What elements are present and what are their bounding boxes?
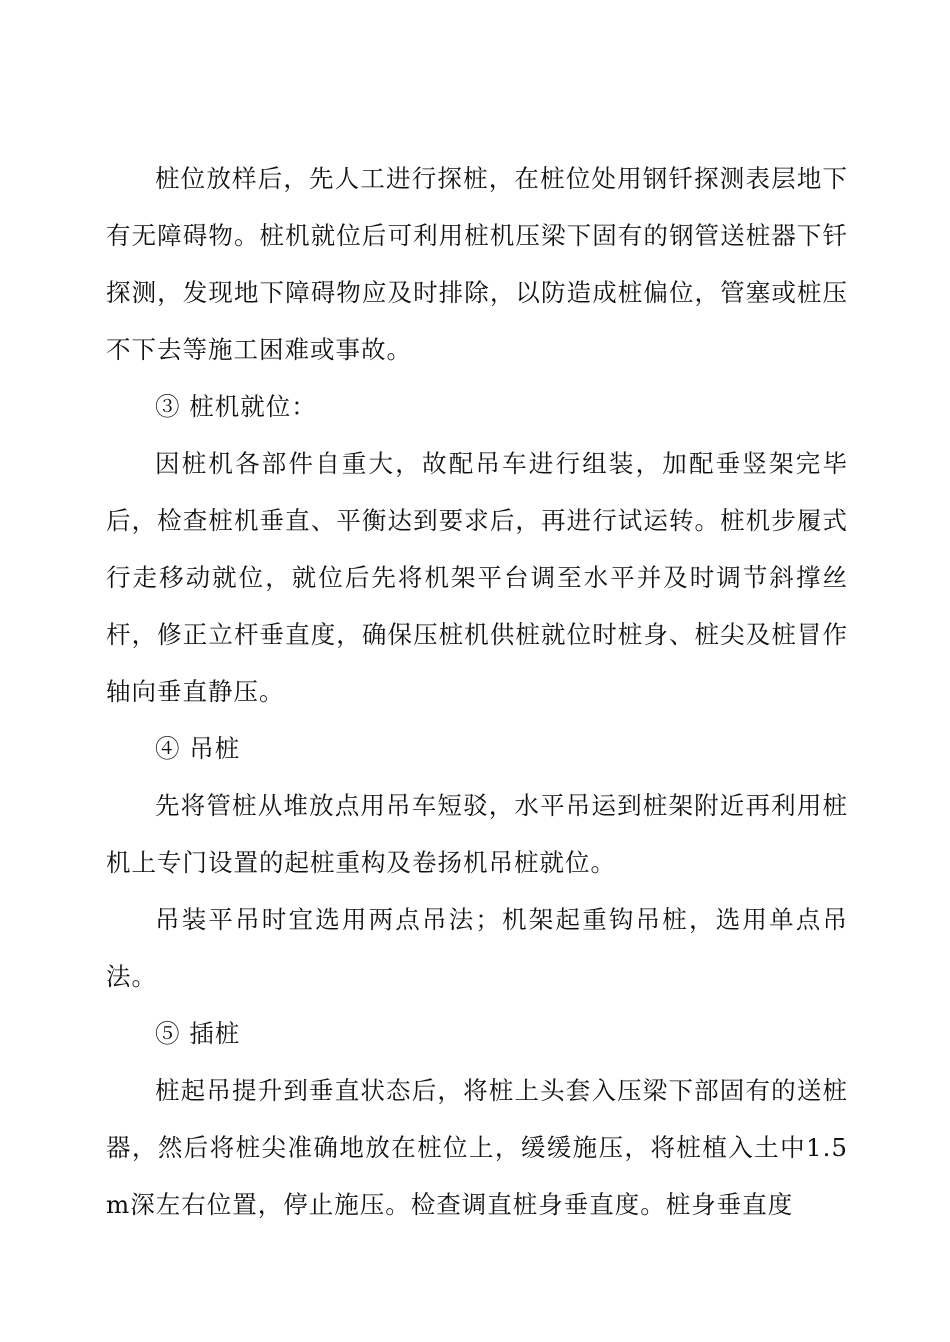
heading-lifting-pile: ④ 吊桩: [155, 734, 241, 763]
paragraph-pile-insertion: 桩起吊提升到垂直状态后，将桩上头套入压梁下部固有的送桩器，然后将桩尖准确地放在桩位上，缓缓施压，将桩植入土中1.5m深左右位置，停止施压。检查调直桩身垂直度。桩身垂直度: [106, 1076, 848, 1219]
paragraph-pile-transport: 先将管桩从堆放点用吊车短驳，水平吊运到桩架附近再利用桩机上专门设置的起桩重构及卷扬机吊桩就位。: [106, 791, 848, 877]
heading-pile-machine-positioning: ③ 桩机就位：: [155, 392, 317, 421]
document-body: [106, 150, 848, 1233]
heading-inserting-pile: ⑤ 插桩: [155, 1019, 241, 1048]
paragraph-probing: 桩位放样后，先人工进行探桩，在桩位处用钢钎探测表层地下有无障碍物。桩机就位后可利用桩机压梁下固有的钢管送桩器下钎探测，发现地下障碍物应及时排除，以防造成桩偏位，管塞或桩压不下去等施工困难或事故。: [106, 164, 848, 364]
paragraph-lifting-method: 吊装平吊时宜选用两点吊法；机架起重钩吊桩，选用单点吊法。: [106, 905, 848, 991]
paragraph-machine-assembly: 因桩机各部件自重大，故配吊车进行组装，加配垂竖架完毕后，检查桩机垂直、平衡达到要求后，再进行试运转。桩机步履式行走移动就位，就位后先将机架平台调至水平并及时调节斜撑丝杆，修正立杆垂直度，确保压桩机供桩就位时桩身、桩尖及桩冒作轴向垂直静压。: [106, 449, 848, 706]
